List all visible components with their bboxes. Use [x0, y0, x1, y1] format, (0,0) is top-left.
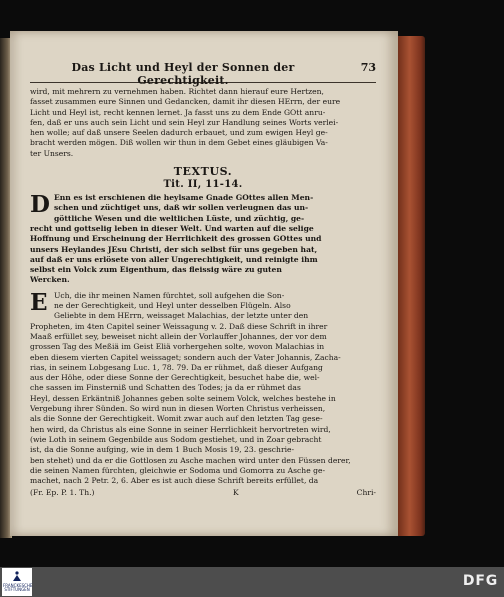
text-line: Licht und Heyl ist, recht kennen lernet. Ja fasst uns zu dem Ende GOtt anru-: [30, 107, 326, 117]
footer-catchword: Chri-: [356, 488, 376, 498]
dfg-logo[interactable]: DFG: [462, 573, 498, 589]
text-line: ne der Gerechtigkeit, und Heyl unter desselben Flügeln. Also: [54, 301, 291, 311]
text-line: als die Sonne der Gerechtigkeit. Womit zwar auch auf den letzten Tag gese-: [30, 414, 323, 424]
text-line: machet, nach 2 Petr. 2, 6. Aber es ist auch diese Schrift bereits erfüllet, da: [30, 476, 319, 486]
text-line: recht und gottselig leben in dieser Welt. Und warten auf die selige: [30, 223, 314, 233]
text-line: Wercken.: [30, 275, 70, 285]
text-line: schen und züchtiget uns, daß wir sollen verleugnen das un-: [54, 203, 309, 213]
text-line: ter Unsers.: [30, 148, 74, 158]
text-line: rias, in seinem Lobgesang Luc. 1, 78. 79. Da er rühmet, daß dieser Aufgang: [30, 362, 323, 372]
text-line: fasset zusammen eure Sinnen und Gedancken, damit ihr diesen HErrn, der eure: [30, 97, 341, 107]
body-paragraph: [30, 288, 376, 487]
book-cover-edge: [397, 36, 425, 536]
page-content: [30, 61, 376, 498]
text-line: grossen Tag des Meßiä im Geist Eliä vorhergehen solte, wovon Malachias in: [30, 342, 325, 352]
scripture-paragraph: [30, 193, 376, 286]
book-page: [10, 31, 398, 536]
text-line: Hoffnung und Erscheinung der Herrlichkeit des grossen GOttes und: [30, 234, 322, 244]
text-line: Enn es ist erschienen die heylsame Gnade GOttes allen Men-: [54, 193, 314, 203]
text-line: Vergebung ihrer Sünden. So wird nun in diesen Worten Christus verheissen,: [30, 404, 326, 414]
text-line: selbst ein Volck zum Eigenthum, das fleissig wäre zu guten: [30, 265, 282, 275]
text-line: hen wird, da Christus als eine Sonne in seiner Herrlichkeit hervortreten wird,: [30, 424, 331, 434]
text-line: Uch, die ihr meinen Namen fürchtet, soll aufgehen die Son-: [54, 290, 285, 300]
text-line: göttliche Wesen und die weltlichen Lüste, und züchtig, ge-: [54, 213, 305, 223]
logo-text: FRANCKESCHE STIFTUNGEN: [3, 583, 33, 593]
footer-signature: (Fr. Ep. P. 1. Th.): [30, 488, 95, 498]
section-subtitle: Tit. II, 11-14.: [163, 179, 243, 191]
viewer-bottom-bar: [0, 567, 504, 597]
text-line: eben diesem vierten Capitel weissaget; sondern auch der Vater Johannis, Zacha-: [30, 352, 341, 362]
franckesche-logo-icon: [11, 570, 23, 582]
page-number: 73: [360, 61, 376, 74]
text-line: die seinen Namen fürchten, gleichwie er Sodoma und Gomorra zu Asche ge-: [30, 465, 326, 475]
running-title: Das Licht und Heyl der Sonnen der Gerechtigkeit.: [71, 61, 295, 87]
text-line: ist, da die Sonne aufging, wie in dem 1 Buch Mosis 19, 23. geschrie-: [30, 445, 295, 455]
text-line: Geliebte in dem HErrn, weissaget Malachias, der letzte unter den: [54, 311, 309, 321]
text-line: auf daß er uns erlösete von aller Ungerechtigkeit, und reinigte ihm: [30, 254, 318, 264]
text-line: ben stehet) und da er die Gottlosen zu Asche machen wird unter den Füssen derer,: [30, 455, 351, 465]
section-title: TEXTUS.: [173, 165, 233, 179]
page-header: [30, 61, 376, 87]
text-line: bracht werden mögen. Diß wollen wir thun in dem Gebet eines gläubigen Va-: [30, 138, 328, 148]
text-line: Propheten, im 4ten Capitel seiner Weissagung v. 2. Daß diese Schrift in ihrer: [30, 321, 328, 331]
page-footer: [30, 488, 376, 498]
institution-logo[interactable]: [2, 568, 32, 596]
drop-cap: D: [30, 191, 50, 219]
text-line: wird, mit mehrern zu vernehmen haben. Richtet dann hierauf eure Hertzen,: [30, 87, 324, 96]
text-line: Maaß erfüllet sey, beweiset nicht allein der Vorlauffer Johannes, der vor dem: [30, 331, 327, 341]
text-line: unsers Heylandes JEsu Christi, der sich selbst für uns gegeben hat,: [30, 244, 318, 254]
text-line: che sassen im Finsterniß und Schatten des Todes; ja da er rühmet das: [30, 383, 301, 393]
drop-cap: E: [30, 288, 48, 316]
text-line: (wie Loth in seinem Gegenbilde aus Sodom gestiehet, und in Zoar gebracht: [30, 434, 322, 444]
text-line: aus der Höhe, oder diese Sonne der Gerechtigkeit, besuchet habe die, wel-: [30, 373, 320, 383]
text-line: Heyl, dessen Erkäntniß Johannes geben solte seinem Volck, welches bestehe in: [30, 393, 336, 403]
text-line: hen wolle; auf daß unsere Seelen dadurch erbauet, und zum ewigen Heyl ge-: [30, 128, 328, 138]
intro-paragraph: [30, 87, 376, 159]
footer-sheet-mark: K: [233, 488, 239, 498]
text-line: fen, daß er uns auch sein Licht und sein Heyl zur Handlung seines Worts verlei-: [30, 117, 339, 127]
